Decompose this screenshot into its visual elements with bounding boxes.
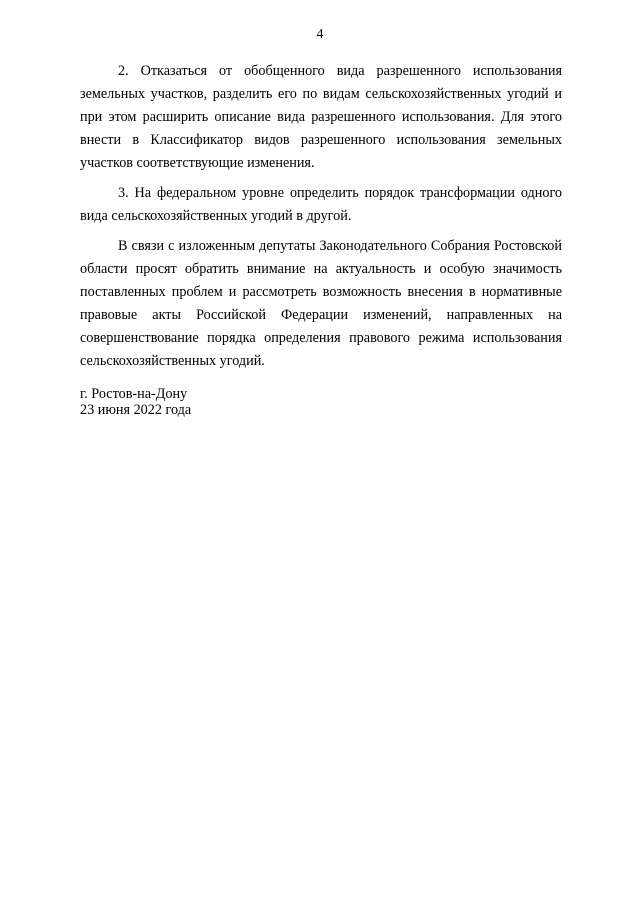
document-body [80, 60, 562, 380]
paragraph-item-2: 2. Отказаться от обобщенного вида разрешенного использования земельных участков, разделить его по видам сельскохозяйственных угодий и при этом расширить описание вида разрешенного использования. Для этого внести в Классификатор видов разрешенного использования земельных участков соответствующие изменения. [80, 63, 562, 171]
place-of-signing: г. Ростов-на-Дону [80, 386, 188, 402]
sign-off-block [80, 386, 380, 418]
date-of-signing: 23 июня 2022 года [80, 402, 192, 418]
page-number: 4 [316, 27, 324, 42]
paragraph-item-3: 3. На федеральном уровне определить порядок трансформации одного вида сельскохозяйственных угодий в другой. [80, 185, 562, 224]
paragraph-conclusion: В связи с изложенным депутаты Законодательного Собрания Ростовской области просят обратить внимание на актуальность и особую значимость поставленных проблем и рассмотреть возможность внесения в нормативные правовые акты Российской Федерации изменений, направленных на совершенствование порядка определения правового режима использования сельскохозяйственных угодий. [80, 238, 562, 369]
